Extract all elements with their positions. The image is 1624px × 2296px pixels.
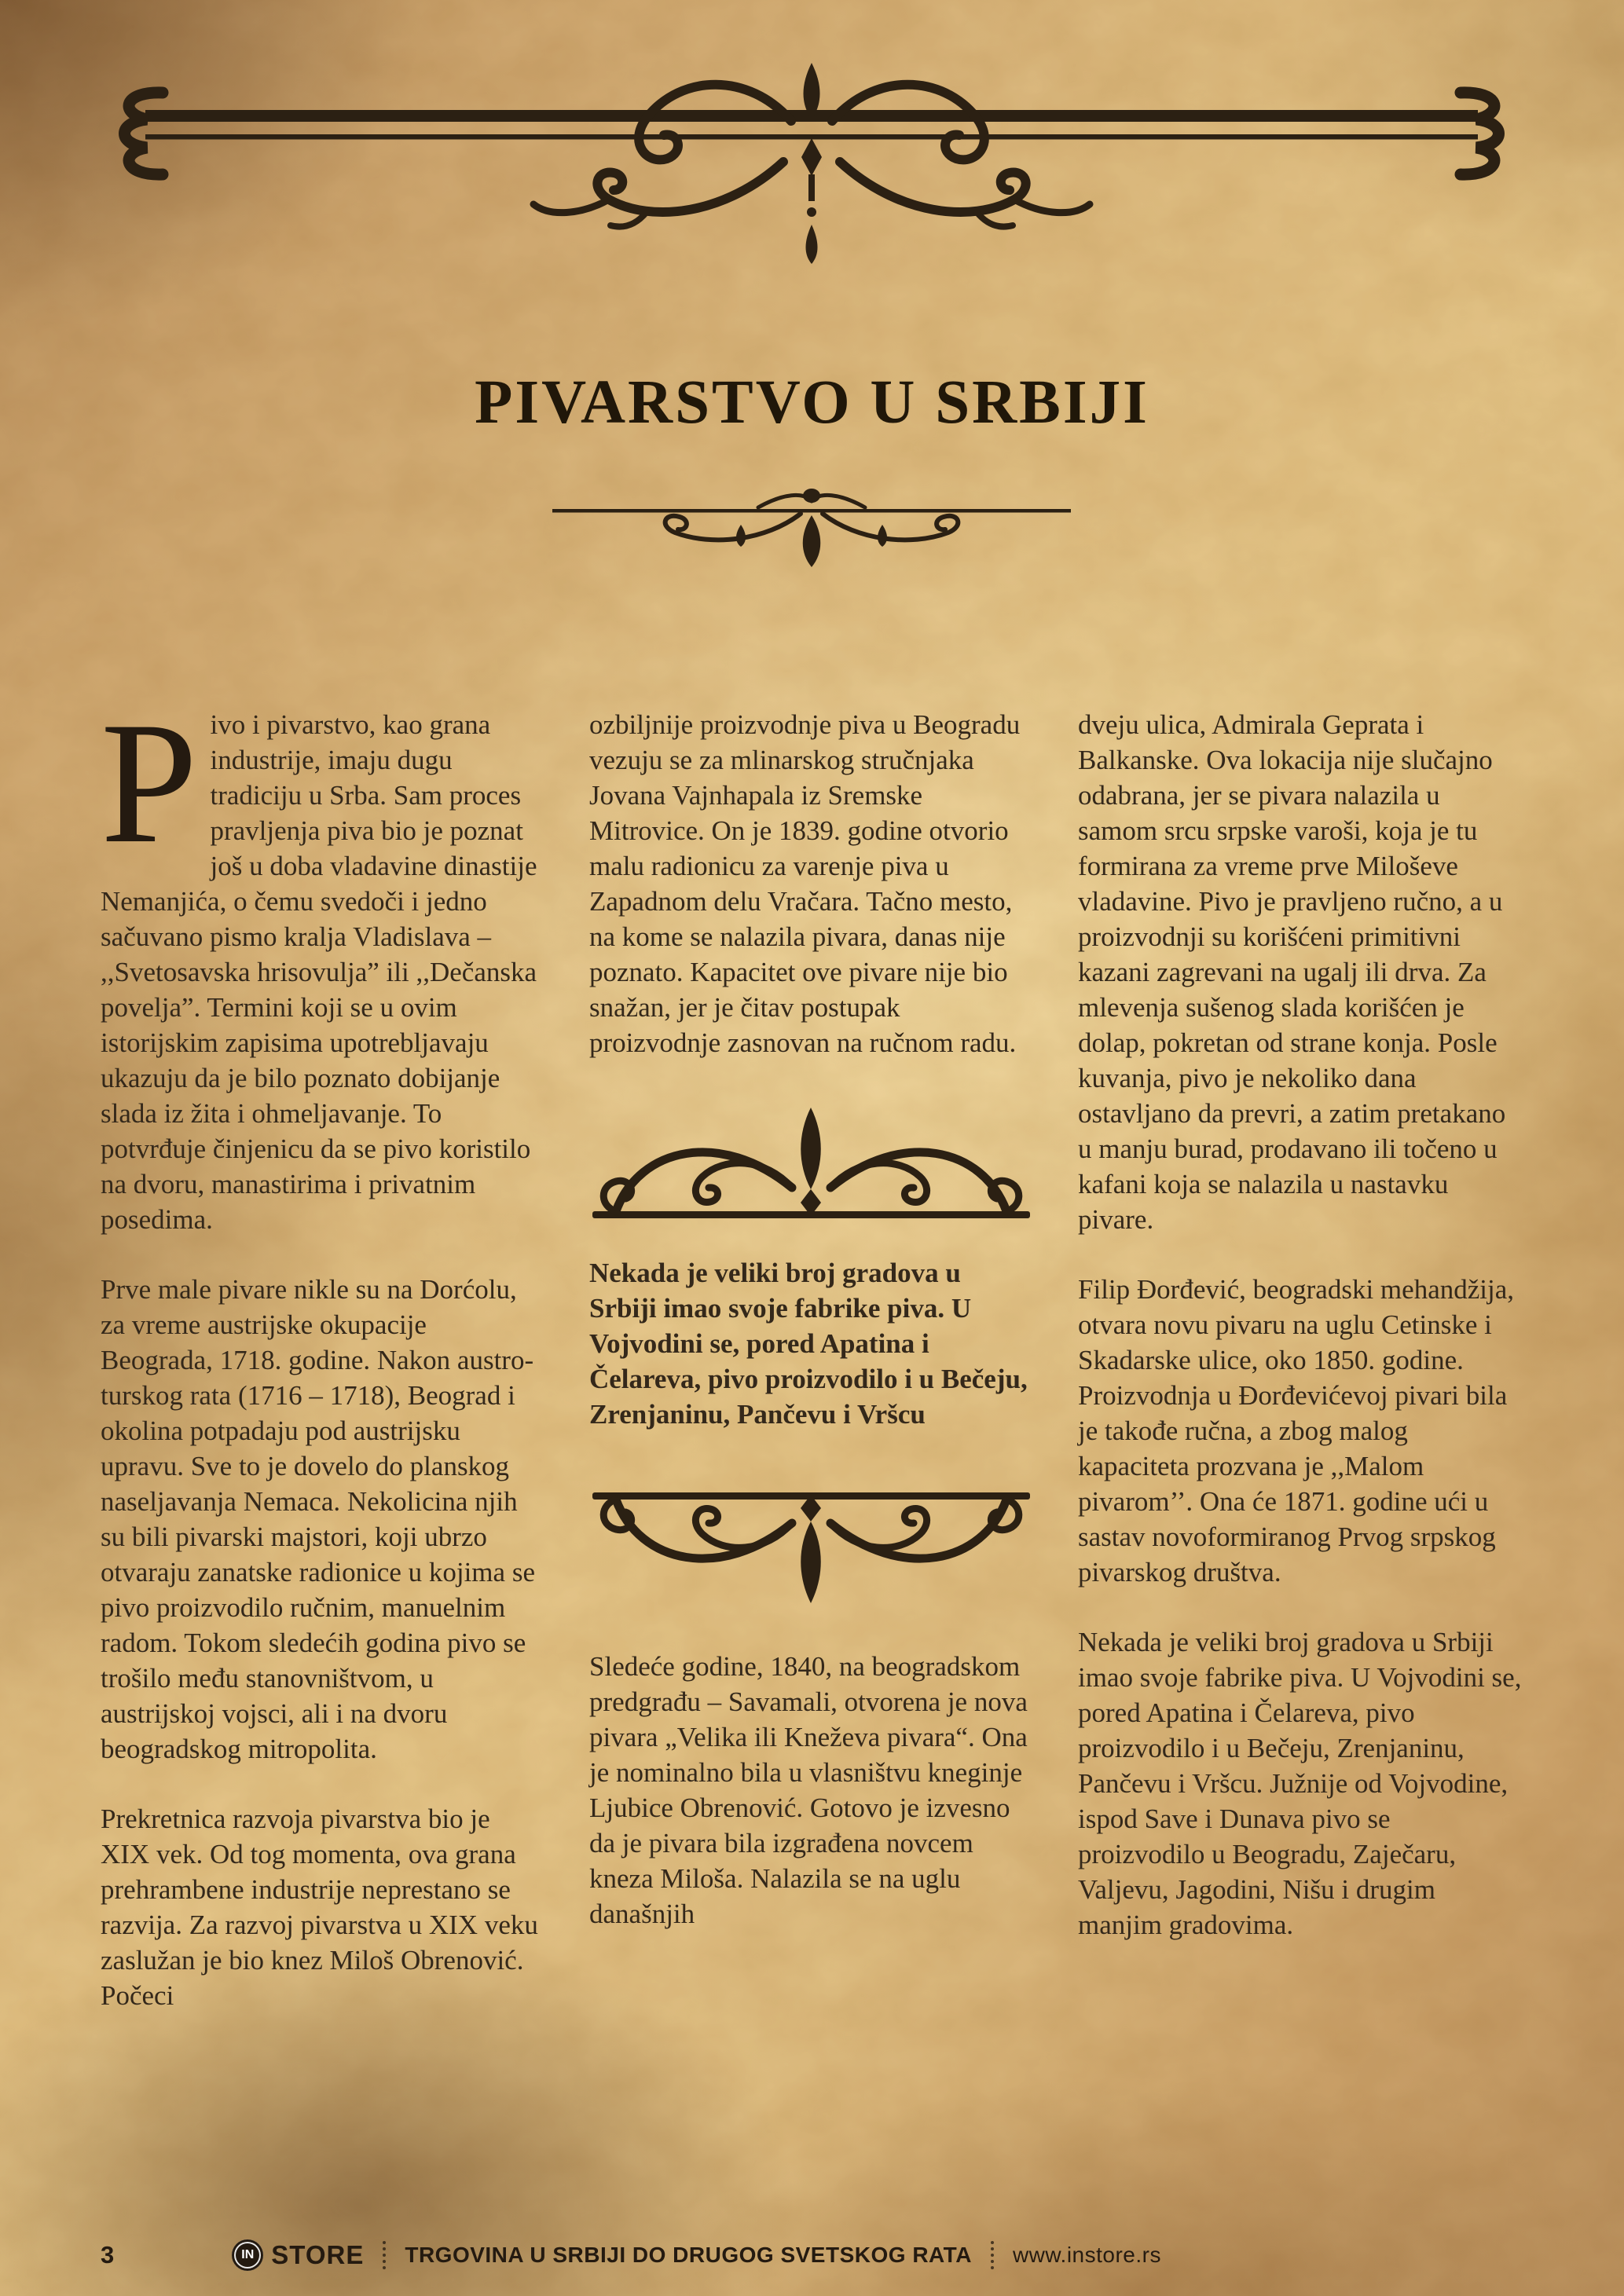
footer-tagline: TRGOVINA U SRBIJI DO DRUGOG SVETSKOG RATA: [405, 2243, 972, 2267]
footer-divider-icon: [991, 2241, 994, 2269]
pull-quote: Nekada je veliki broj gradova u Srbiji imao svoje fabrike piva. U Vojvodini se, pored Apatina i Čelareva, pivo proizvodilo i u Bečeju, Zrenjaninu, Pančevu i Vršcu: [589, 1258, 1028, 1430]
column-2: [589, 707, 1033, 2048]
body-paragraph: Prekretnica razvoja pivarstva bio je XIX vek. Od tog momenta, ova grana prehrambene industrije neprestano se razvija. Za razvoj pivarstva u XIX veku zaslužan je bio knez Miloš Obrenović. Počeci: [101, 1803, 538, 2011]
instore-logo-icon: [232, 2239, 263, 2271]
drop-cap: P: [101, 687, 198, 880]
column-1: [101, 687, 544, 2048]
logo-store-text: STORE: [271, 2240, 365, 2269]
footer-brand-group: [232, 2239, 1161, 2271]
quote-flourish-top-icon: [589, 1095, 1033, 1244]
page-title: PIVARSTVO U SRBIJI: [475, 368, 1149, 437]
body-paragraph: Sledeće godine, 1840, na beogradskom predgrađu – Savamali, otvorena je nova pivara „Velika ili Kneževa pivara“. Ona je nominalno bila u vlasništvu kneginje Ljubice Obrenović. Gotovo je izvesno da je pivara bila izgrađena novcem kneza Miloša. Nalazila se na uglu današnjih: [589, 1651, 1028, 1929]
body-paragraph: Filip Đorđević, beogradski mehandžija, otvara novu pivaru na uglu Cetinske i Skadarske ulice, oko 1850. godine. Proizvodnja u Đorđevićevoj pivari bila je takođe ručna, a zbog malog kapaciteta prozvana je ,,Malom pivarom’’. Ona će 1871. godine ući u sastav novoformiranog Prvog srpskog pivarskog društva.: [1078, 1274, 1514, 1587]
page-footer: [101, 2236, 1522, 2274]
body-paragraph: Prve male pivare nikle su na Dorćolu, za vreme austrijske okupacije Beograda, 1718. godine. Nakon austro-turskog rata (1716 – 1718), Beograd i okolina potpadaju pod austrijsku upravu. Sve to je dovelo do planskog naseljavanja Nemaca. Nekolicina njih su bili pivarski majstori, koji ubrzo otvaraju zanatske radionice u kojima se pivo proizvodilo ručnim, manuelnim radom. Tokom sledećih godina pivo se trošilo među stanovništvom, u austrijskoj vojsci, ali i na dvoru beogradskog mitropolita.: [101, 1274, 535, 1764]
body-paragraph: Nekada je veliki broj gradova u Srbiji imao svoje fabrike piva. U Vojvodini se, pored Apatina i Čelareva, pivo proizvodilo i u Bečeju, Zrenjaninu, Pančevu i Vršcu. Južnije od Vojvodine, ispod Save i Dunava pivo se proizvodilo u Beogradu, Zaječaru, Valjevu, Jagodini, Nišu i drugim manjim gradovima.: [1078, 1627, 1522, 1940]
body-paragraph: [101, 687, 544, 1237]
title-divider-ornament: [552, 485, 1071, 580]
article-body: [101, 687, 1522, 2048]
logo-in-text: IN: [241, 2248, 255, 2261]
footer-divider-icon: [383, 2241, 386, 2269]
page-number: 3: [101, 2241, 115, 2269]
top-border-ornament: [97, 46, 1527, 281]
quote-flourish-bottom-icon: [589, 1467, 1033, 1616]
paragraph-text: ivo i pivarstvo, kao grana industrije, imaju dugu tradiciju u Srba. Sam proces pravljenja piva bio je poznat još u doba vladavine dinastije Nemanjića, o čemu svedoči i jedno sačuvano pismo kralja Vladislava – ,,Svetosavska hrisovulja” ili ,,Dečanska povelja”. Termini koji se u ovim istorijskim zapisima upotrebljavaju ukazuju da je bilo poznato dobijanje slada iz žita i ohmeljavanje. To potvrđuje činjenicu da se pivo koristilo na dvoru, manastirima i privatnim posedima.: [101, 709, 537, 1235]
body-paragraph: ozbiljnije proizvodnje piva u Beogradu vezuju se za mlinarskog stručnjaka Jovana Vajnhapala iz Sremske Mitrovice. On je 1839. godine otvorio malu radionicu za varenje piva u Zapadnom delu Vračara. Tačno mesto, na kome se nalazila pivara, danas nije poznato. Kapacitet ove pivare nije bio snažan, jer je čitav postupak proizvodnje zasnovan na ručnom radu.: [589, 709, 1021, 1058]
body-paragraph: dveju ulica, Admirala Geprata i Balkanske. Ova lokacija nije slučajno odabrana, jer se pivara nalazila u samom srcu srpske varoši, koja je tu formirana za vreme prve Miloševe vladavine. Pivo je pravljeno ručno, a u proizvodnji su korišćeni primitivni kazani zagrevani na ugalj ili drva. Za mlevenja sušenog slada korišćen je dolap, pokretan od strane konja. Posle kuvanja, pivo je nekoliko dana ostavljano da prevri, a zatim pretakano u manju burad, prodavano ili točeno u kafani koja se nalazila u nastavku pivare.: [1078, 709, 1506, 1235]
column-3: [1078, 707, 1522, 2048]
footer-url: www.instore.rs: [1012, 2243, 1161, 2267]
